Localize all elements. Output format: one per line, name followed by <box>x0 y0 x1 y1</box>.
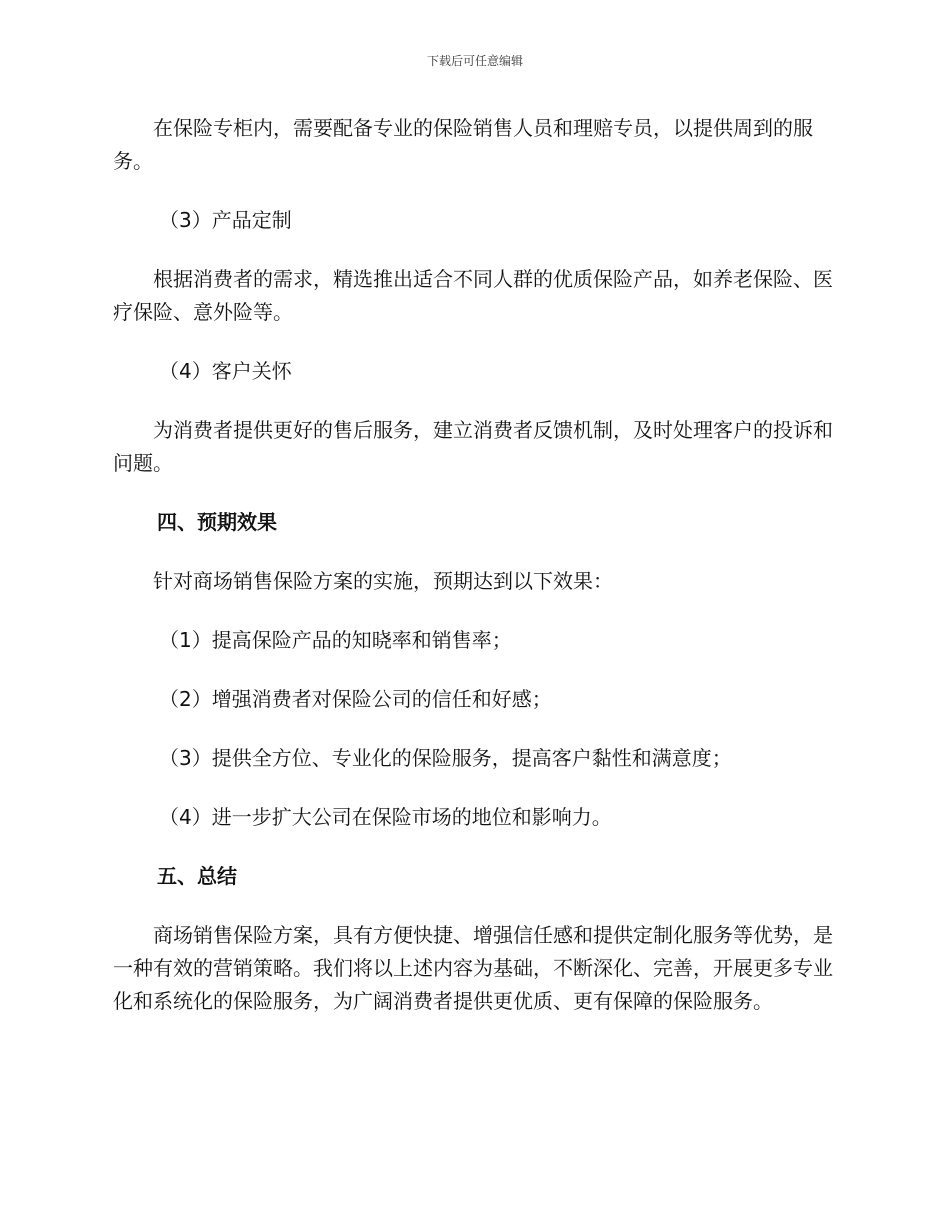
effect-item: （4）进一步扩大公司在保险市场的地位和影响力。 <box>159 805 612 829</box>
paragraph-service-staff: 在保险专柜内，需要配备专业的保险销售人员和理赔专员，以提供周到的服务。 <box>113 116 813 173</box>
section-heading-summary: 五、总结 <box>157 864 237 888</box>
paragraph-customer-care: 为消费者提供更好的售后服务，建立消费者反馈机制，及时处理客户的投诉和问题。 <box>113 418 833 475</box>
effect-item: （3）提供全方位、专业化的保险服务，提高客户黏性和满意度； <box>159 746 732 770</box>
subheading-customer-care: （4）客户关怀 <box>159 359 292 383</box>
header-note: 下载后可任意编辑 <box>426 54 523 68</box>
paragraph-summary: 商场销售保险方案，具有方便快捷、增强信任感和提供定制化服务等优势，是一种有效的营销策略。我们将以上述内容为基础，不断深化、完善，开展更多专业化和系统化的保险服务，为广阔消费者提供更优质、更有保障的保险服务。 <box>113 923 833 1013</box>
section-heading-expected-effects: 四、预期效果 <box>157 510 277 534</box>
effect-item: （2）增强消费者对保险公司的信任和好感； <box>159 687 552 711</box>
paragraph-effects-intro: 针对商场销售保险方案的实施，预期达到以下效果： <box>153 569 613 593</box>
document-body <box>113 112 833 1044</box>
paragraph-product-customization: 根据消费者的需求，精选推出适合不同人群的优质保险产品，如养老保险、医疗保险、意外险等。 <box>113 267 833 324</box>
effect-item: （1）提高保险产品的知晓率和销售率； <box>159 628 512 652</box>
subheading-product-customization: （3）产品定制 <box>159 208 292 232</box>
